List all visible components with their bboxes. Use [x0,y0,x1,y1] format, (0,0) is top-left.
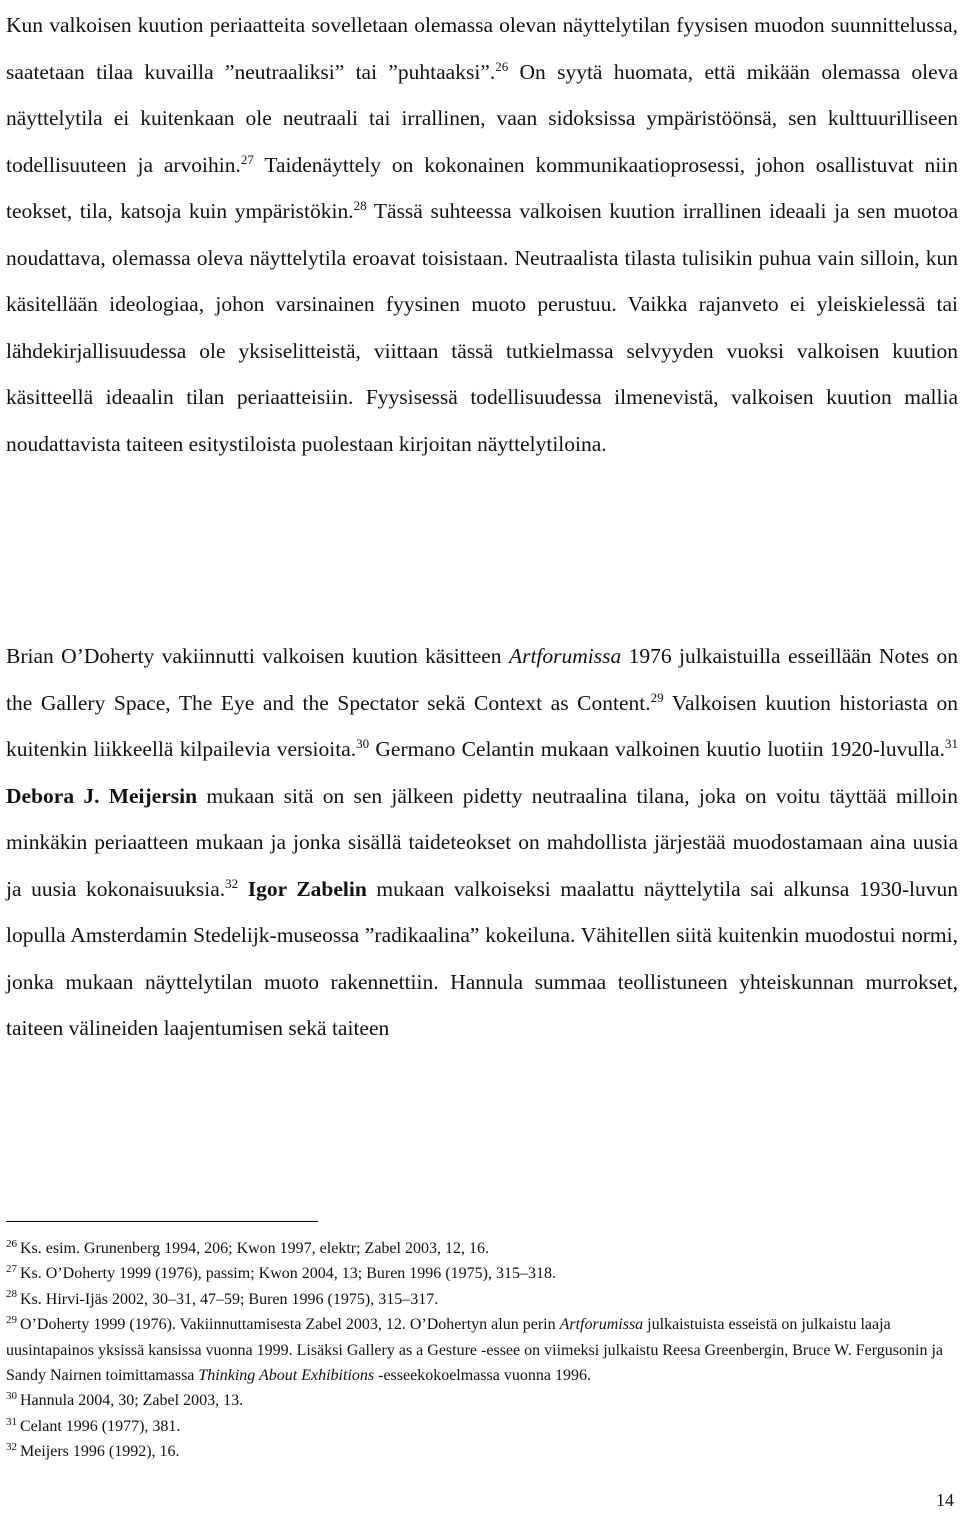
sentence: mukaan sitä on sen jälkeen pidetty neutraalina tilana, joka on voitu täyttää milloin minkäkin periaatteen mukaan ja jonka sisällä taideteokset on mahdollista järjestää muodostamaan aina uusia ja uusia kokonaisuuksia. [6,783,959,901]
sentence: Tässä suhteessa valkoisen kuution irrallinen ideaali ja sen muotoa noudattava, olemassa oleva näyttelytila eroavat toisistaan. Neutraalista tilasta tulisikin puhua vain silloin, kun käsitellään ideologiaa, johon varsinainen fyysinen muoto perustuu. Vaikka rajanveto ei yleiskielessä tai lähdekirjallisuudessa ole yksiselitteistä, viittaan tässä tutkielmassa selvyyden vuoksi valkoisen kuution käsitteellä ideaalin tilan periaatteisiin. Fyysisessä todellisuudessa ilmenevistä, valkoisen kuution mallia noudattavista taiteen esitystiloista puolestaan kirjoitan näyttelytiloina. [6,199,959,456]
footnote-29 [6,1312,958,1388]
body-paragraph-2 [6,633,958,1052]
footnote-number: 27 [6,1263,17,1276]
footnote-text: Ks. O’Doherty 1999 (1976), passim; Kwon 2004, 13; Buren 1996 (1975), 315–318. [20,1265,556,1283]
italic-title: Thinking About Exhibitions [198,1367,375,1385]
footnote-text: julkaistuista esseistä on julkaistu laaja uusintapainos yksissä kansissa vuonna 1999. Lisäksi Gallery as a Gesture -essee on viimeksi julkaistu Reesa Greenbergin, Bruce W. Fergusonin ja Sandy Nairnen toimittamassa [6,1316,944,1385]
footnote-text: -esseekokoelmassa vuonna 1996. [374,1367,591,1385]
footnote-text: Meijers 1996 (1992), 16. [20,1443,180,1461]
footnote-ref-32[interactable]: 32 [225,875,239,891]
footnote-ref-29[interactable]: 29 [650,689,664,705]
sentence: Taidenäyttely on kokonainen kommunikaatioprosessi, johon osallistuvat niin teokset, tila, katsoja kuin ympäristökin. [6,152,959,223]
footnote-text: Celant 1996 (1977), 381. [20,1417,181,1435]
footnote-text: Hannula 2004, 30; Zabel 2003, 13. [20,1392,244,1410]
footnote-number: 32 [6,1440,17,1453]
sentence: Germano Celantin mukaan valkoinen kuutio luotiin 1920-luvulla. [369,737,945,761]
footnote-ref-30[interactable]: 30 [356,735,370,751]
footnote-ref-28[interactable]: 28 [353,197,367,213]
footnote-text: O’Doherty 1999 (1976). Vakiinnuttamisesta Zabel 2003, 12. O’Dohertyn alun perin [20,1316,560,1334]
footnote-26 [6,1236,958,1261]
footnote-30 [6,1388,958,1413]
footnotes [6,1236,958,1465]
body-paragraph-1 [6,2,958,467]
footnote-ref-27[interactable]: 27 [240,151,254,167]
bold-name: Igor Zabelin [247,876,367,901]
footnote-number: 30 [6,1390,17,1403]
footnote-separator [6,1221,318,1222]
sentence: Brian O’Doherty vakiinnutti valkoisen kuution käsitteen [6,644,509,668]
footnote-32 [6,1439,958,1464]
footnote-number: 28 [6,1288,17,1301]
footnote-text: Ks. esim. Grunenberg 1994, 206; Kwon 1997, elektr; Zabel 2003, 12, 16. [20,1240,489,1257]
sentence: Valkoisen kuution historiasta on kuitenkin liikkeellä kilpailevia versioita. [6,690,958,761]
footnote-number: 31 [6,1415,17,1428]
sentence: On syytä huomata, että mikään olemassa oleva näyttelytila ei kuitenkaan ole neutraali tai irrallinen, vaan sidoksissa ympäristöönsä, sen kulttuurilliseen todellisuuteen ja arvoihin. [6,59,958,177]
italic-title: Artforumissa [559,1316,644,1334]
footnote-ref-26[interactable]: 26 [495,58,509,74]
italic-title: Artforumissa [508,644,622,668]
footnote-number: 26 [6,1237,17,1250]
footnote-number: 29 [6,1313,17,1326]
footnote-27 [6,1261,958,1286]
page-number: 14 [936,1490,954,1510]
sentence: mukaan valkoiseksi maalattu näyttelytila sai alkunsa 1930-luvun lopulla Amsterdamin Stedelijk-museossa ”radikaalina” kokeiluna. Vähitellen siitä kuitenkin muodostui normi, jonka mukaan näyttelytilan muoto rakennettiin. Hannula summaa teollistuneen yhteiskunnan murrokset, taiteen välineiden laajentumisen sekä taiteen [6,876,959,1040]
footnote-ref-31[interactable]: 31 [944,735,958,751]
footnote-28 [6,1287,958,1312]
sentence: 1976 julkaistuilla esseillään Notes on the Gallery Space, The Eye and the Spectator sekä Context as Content. [6,644,958,715]
footnote-text: Ks. Hirvi-Ijäs 2002, 30–31, 47–59; Buren 1996 (1975), 315–317. [20,1290,439,1308]
bold-name: Debora J. Meijersin [6,783,198,808]
footnote-31 [6,1414,958,1439]
sentence: Kun valkoisen kuution periaatteita sovelletaan olemassa olevan näyttelytilan fyysisen muodon suunnittelussa, saatetaan tilaa kuvailla ”neutraaliksi” tai ”puhtaaksi”. [6,13,958,84]
